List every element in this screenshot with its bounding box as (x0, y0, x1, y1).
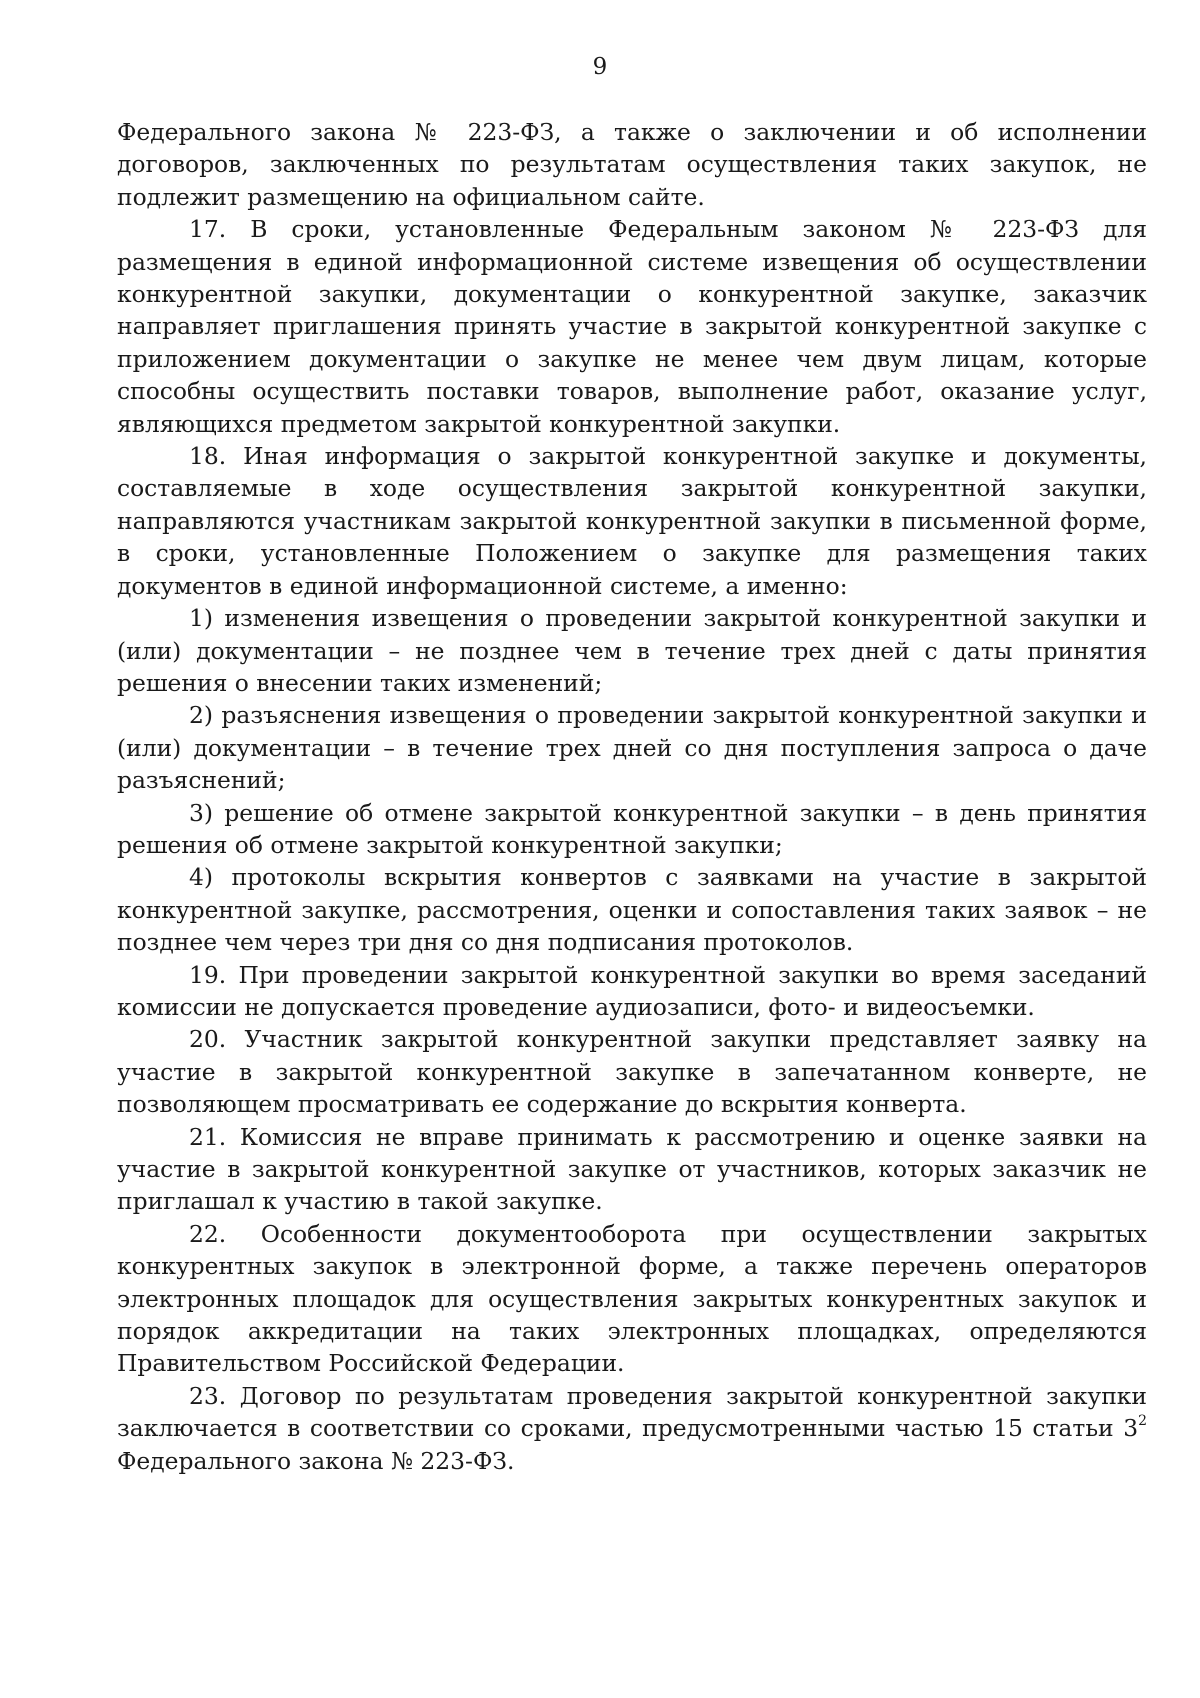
paragraph-23-tail: Федерального закона № 223-ФЗ. (117, 1446, 515, 1475)
paragraph-18-item-4: 4) протоколы вскрытия конвертов с заявками на участие в закрытой конкурентной закупке, рассмотрения, оценки и сопоставления таких заявок – не позднее чем через три дня со дня подписания протоколов. (117, 863, 1147, 957)
paragraph-18: 18. Иная информация о закрытой конкурентной закупке и документы, составляемые в ходе осуществления закрытой конкурентной закупки, направляются участникам закрытой конкурентной закупки в письменной форме, в сроки, установленные Положением о закупке для размещения таких документов в единой информационной системе, а именно: (117, 442, 1147, 600)
paragraph-17: 17. В сроки, установленные Федеральным законом № 223-ФЗ для размещения в единой информационной системе извещения об осуществлении конкурентной закупки, документации о конкурентной закупке, заказчик направляет приглашения принять участие в закрытой конкурентной закупке с приложением документации о закупке не менее чем двум лицам, которые способны осуществить поставки товаров, выполнение работ, оказание услуг, являющихся предметом закрытой конкурентной закупки. (117, 215, 1147, 438)
paragraph-23 (117, 1380, 1147, 1477)
paragraph-20: 20. Участник закрытой конкурентной закупки представляет заявку на участие в закрытой конкурентной закупке в запечатанном конверте, не позволяющем просматривать ее содержание до вскрытия конверта. (117, 1025, 1147, 1119)
superscript-article-number: 2 (1138, 1413, 1147, 1430)
paragraph-19: 19. При проведении закрытой конкурентной закупки во время заседаний комиссии не допускается проведение аудиозаписи, фото- и видеосъемки. (117, 960, 1147, 1021)
paragraph-18-item-3: 3) решение об отмене закрытой конкурентной закупки – в день принятия решения об отмене закрытой конкурентной закупки; (117, 798, 1147, 859)
paragraph-22: 22. Особенности документооборота при осуществлении закрытых конкурентных закупок в электронной форме, а также перечень операторов электронных площадок для осуществления закрытых конкурентных закупок и порядок аккредитации на таких электронных площадках, определяются Правительством Российской Федерации. (117, 1219, 1147, 1378)
document-body (117, 116, 1147, 1477)
paragraph-23-text: 23. Договор по результатам проведения закрытой конкурентной закупки заключается в соответствии со сроками, предусмотренными частью 15 статьи 3 (117, 1381, 1147, 1443)
paragraph-intro: Федерального закона № 223-ФЗ, а также о заключении и об исполнении договоров, заключенных по результатам осуществления таких закупок, не подлежит размещению на официальном сайте. (117, 118, 1147, 211)
paragraph-18-item-2: 2) разъяснения извещения о проведении закрытой конкурентной закупки и (или) документации – в течение трех дней со дня поступления запроса о даче разъяснений; (117, 701, 1147, 795)
paragraph-21: 21. Комиссия не вправе принимать к рассмотрению и оценке заявки на участие в закрытой конкурентной закупке от участников, которых заказчик не приглашал к участию в такой закупке. (117, 1122, 1147, 1216)
paragraph-18-item-1: 1) изменения извещения о проведении закрытой конкурентной закупки и (или) документации – не позднее чем в течение трех дней с даты принятия решения о внесении таких изменений; (117, 604, 1147, 697)
page-number: 9 (592, 54, 608, 80)
